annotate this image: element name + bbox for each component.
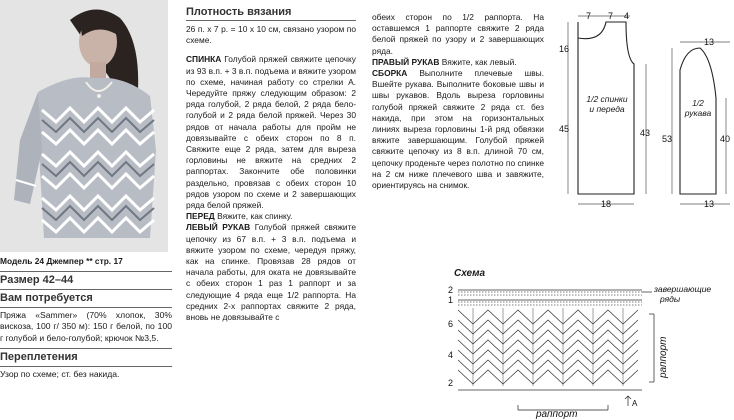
row-label-1: 1 [448,295,454,305]
row-label-2: 2 [448,378,454,388]
sleeve-continuation: обеих сторон по 1/2 раппорта. На оставшемся 1 раппорте свяжите 2 ряда белой пряжей по узору и 2 завершающих ряда. [372,12,544,56]
sleeve-dim-bottom: 13 [704,199,715,209]
weaves-title: Переплетения [0,350,78,363]
back-title: СПИНКА [186,54,222,65]
size-title: Размер 42–44 [0,273,74,286]
dim-bottom: 18 [601,199,612,209]
left-column [0,256,172,380]
repeat-vertical: раппорт [658,336,669,378]
model-illustration [0,0,168,252]
weaves-text: Узор по схеме; ст. без накида. [0,368,120,379]
row-label-6: 6 [448,319,454,329]
density-text: 26 п. х 7 р. = 10 х 10 см, связано узором по схеме. [186,24,356,46]
dim-top-b: 7 [608,11,614,21]
front-section [186,211,356,222]
repeat-horizontal: раппорт [536,409,578,420]
dim-top-c: 4 [624,11,630,21]
right-sleeve-title: ПРАВЫЙ РУКАВ [372,56,440,67]
sleeve-dim-right: 40 [720,134,731,144]
dim-top-a: 7 [586,11,592,21]
finishing-rows-line2: ряды [660,294,681,304]
left-sleeve-section [186,222,356,323]
density-title: Плотность вязания [186,6,292,18]
right-sleeve-text: Вяжите, как левый. [441,56,517,67]
materials-title: Вам потребуется [0,291,93,304]
front-title: ПЕРЕД [186,211,215,222]
assembly-title: СБОРКА [372,68,408,79]
materials-text: Пряжа «Sammer» (70% хлопок, 30% вискоза, 100 г/ 350 м): 150 г белой, по 100 г голубой и бело-голубой; крючок №3,5. [0,309,172,343]
dim-left-b: 45 [559,124,570,134]
back-text: Голубой пряжей свяжите цепочку из 93 в.п. + 3 в.п. подъема и вяжите узором по схеме, начиная работу со стрелки А. Чередуйте пряжу следующим образом: 2 ряда голубой, 2 ряда белой, 2 ряда бело-голубой и 2 ряда белой пряжей. Через 30 рядов от начала работы для пройм не довязывайте с обеих сторон по 8 п. Свяжите еще 2 ряда, затем для выреза горловины не вяжите на средних 2 раппортах. Закончите обе половинки раздельно, провязав с обеих сторон 10 рядов узором по схеме и 2 завершающих ряда белой пряжей. [186,54,356,211]
schema-title: Схема [454,268,486,279]
right-column [372,12,544,191]
middle-column [186,6,356,323]
finishing-rows-line1: завершающие [654,284,712,294]
sleeve-dim-left: 53 [662,134,673,144]
crochet-schema [440,278,734,420]
sleeve-dim-top: 13 [704,37,715,47]
right-sleeve-section [372,57,544,68]
arrow-a-label: А [632,399,638,408]
dim-left-a: 16 [559,44,570,54]
front-text: Вяжите, как спинку. [217,211,293,222]
dim-right: 43 [640,128,651,138]
model-photo [0,0,168,252]
assembly-text: Выполните плечевые швы. Вшейте рукава. Выполните боковые швы и швы рукавов. Вдоль выреза горловины голубой пряжей свяжите 2 ряда ст. без накида, при этом на горизонтальных линиях выреза горловины 1-й ряд обвязки вяжите завершающим. Голубой пряжей свяжите цепочку из 8 в.п. длиной 70 см, цепочку проденьте через полотно по спинке на 2 см ниже плечевого шва и завяжите, ориентируясь на снимок. [372,68,544,191]
left-sleeve-title: ЛЕВЫЙ РУКАВ [186,222,251,233]
patterns-diagram [556,8,734,214]
assembly-section [372,68,544,191]
row-label-4: 4 [448,350,454,360]
body-pattern-label: 1/2 спинки и переда [586,94,628,114]
model-caption: Модель 24 Джемпер ** стр. 17 [0,256,123,266]
row-label-2-top: 2 [448,285,454,295]
back-section [186,54,356,211]
sleeve-pattern-label: 1/2 рукава [684,98,712,118]
left-sleeve-text: Голубой пряжей свяжите цепочку из 67 в.п. + 3 в.п. подъема и вяжите узором по схеме, чередуя пряжу, как на спинке. Провязав 28 рядов от начала работы, для оката не довязывайте с обеих сторон 1 раз 1 раппорт и за следующие 4 ряда еще 1/2 раппорта. На средних 2-х раппортах свяжите 2 ряда, вновь не довязывайте с [186,222,357,323]
